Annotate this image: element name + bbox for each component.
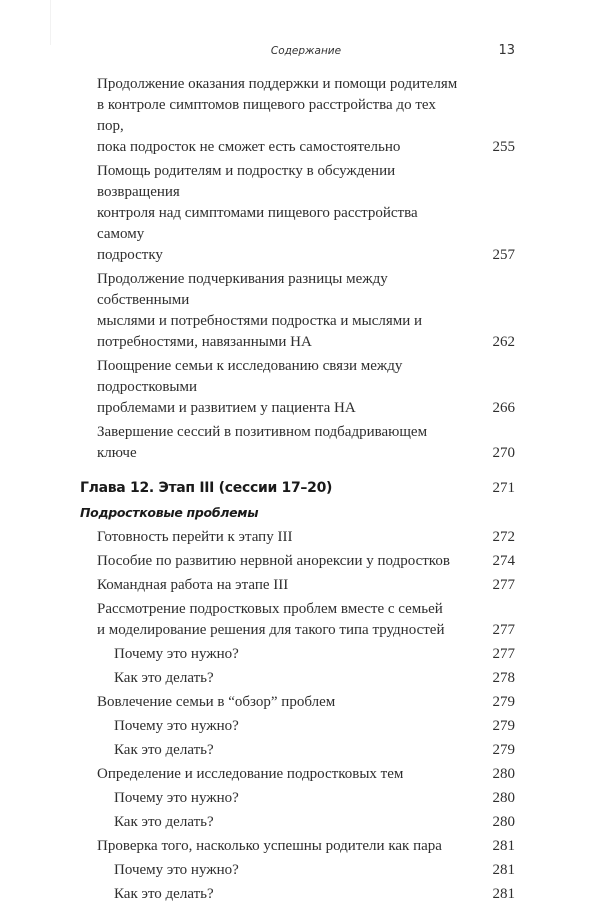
toc-entry-line: Как это делать? xyxy=(114,670,214,686)
toc-entry[interactable] xyxy=(80,599,515,641)
toc-entry[interactable] xyxy=(80,356,515,419)
toc-entry[interactable] xyxy=(80,161,515,266)
toc-entry[interactable] xyxy=(80,422,515,464)
toc-entry-line: подростку xyxy=(97,247,163,263)
toc-page-number: 281 xyxy=(492,862,515,878)
toc-entry-line: Поощрение семьи к исследованию связи между подростковыми xyxy=(97,358,403,395)
toc-entry[interactable] xyxy=(80,764,515,785)
toc-entry-line: Как это делать? xyxy=(114,814,214,830)
toc-entry-line: проблемами и развитием у пациента НА xyxy=(97,400,356,416)
toc-entry[interactable] xyxy=(80,74,515,158)
toc-page-number: 274 xyxy=(492,553,515,569)
toc-entry-line: Готовность перейти к этапу III xyxy=(97,529,293,545)
toc-entry-line: и моделирование решения для такого типа трудностей xyxy=(97,622,445,638)
toc-page-number: 277 xyxy=(492,622,515,638)
table-of-contents xyxy=(80,74,515,908)
toc-subentry[interactable] xyxy=(80,668,515,689)
toc-page-number: 279 xyxy=(492,718,515,734)
toc-entry[interactable] xyxy=(80,269,515,353)
toc-entry-line: Определение и исследование подростковых тем xyxy=(97,766,404,782)
chapter-page-number: 271 xyxy=(492,480,515,496)
toc-entry[interactable] xyxy=(80,836,515,857)
toc-entry-line: Вовлечение семьи в “обзор” проблем xyxy=(97,694,336,710)
toc-entry-line: Командная работа на этапе III xyxy=(97,577,289,593)
toc-entry[interactable] xyxy=(80,527,515,548)
toc-entry-line: мыслями и потребностями подростка и мыслями и xyxy=(97,313,423,329)
chapter-heading[interactable] xyxy=(80,478,515,499)
toc-subentry[interactable] xyxy=(80,740,515,761)
toc-page-number: 277 xyxy=(492,646,515,662)
toc-subentry[interactable] xyxy=(80,716,515,737)
toc-entry[interactable] xyxy=(80,575,515,596)
toc-subentry[interactable] xyxy=(80,812,515,833)
toc-entry-line: Почему это нужно? xyxy=(114,718,239,734)
page-edge-divider xyxy=(50,0,51,45)
toc-entry-line: контроля над симптомами пищевого расстройства самому xyxy=(97,205,418,242)
toc-entry[interactable] xyxy=(80,692,515,713)
toc-entry-line: потребностями, навязанными НА xyxy=(97,334,312,350)
toc-entry-line: Как это делать? xyxy=(114,886,214,902)
toc-entry-line: Помощь родителям и подростку в обсуждении возвращения xyxy=(97,163,396,200)
toc-entry-line: Почему это нужно? xyxy=(114,862,239,878)
toc-page-number: 255 xyxy=(492,139,515,155)
section-heading: Подростковые проблемы xyxy=(80,505,259,520)
toc-page-number: 278 xyxy=(492,670,515,686)
toc-entry-line: Завершение сессий в позитивном подбадривающем ключе xyxy=(97,424,428,461)
toc-page-number: 279 xyxy=(492,742,515,758)
toc-page-number: 281 xyxy=(492,838,515,854)
running-header xyxy=(97,42,515,62)
toc-subentry[interactable] xyxy=(80,788,515,809)
toc-entry-line: пока подросток не сможет есть самостоятельно xyxy=(97,139,401,155)
toc-page-number: 262 xyxy=(492,334,515,350)
toc-entry-line: Пособие по развитию нервной анорексии у подростков xyxy=(97,553,450,569)
chapter-title: Глава 12. Этап III (сессии 17–20) xyxy=(80,480,333,496)
toc-entry[interactable] xyxy=(80,551,515,572)
toc-entry-line: в контроле симптомов пищевого расстройства до тех пор, xyxy=(97,97,436,134)
toc-page-number: 281 xyxy=(492,886,515,902)
toc-page-number: 277 xyxy=(492,577,515,593)
toc-entry-line: Рассмотрение подростковых проблем вместе с семьей xyxy=(97,601,443,617)
toc-subentry[interactable] xyxy=(80,644,515,665)
toc-entry-line: Продолжение подчеркивания разницы между собственными xyxy=(97,271,388,308)
toc-page-number: 280 xyxy=(492,814,515,830)
toc-page-number: 270 xyxy=(492,445,515,461)
running-title: Содержание xyxy=(270,45,342,57)
toc-subentry[interactable] xyxy=(80,860,515,881)
toc-subentry[interactable] xyxy=(80,884,515,905)
toc-page-number: 272 xyxy=(492,529,515,545)
toc-page-number: 266 xyxy=(492,400,515,416)
toc-page-number: 279 xyxy=(492,694,515,710)
toc-entry-line: Продолжение оказания поддержки и помощи родителям xyxy=(97,76,458,92)
toc-page-number: 280 xyxy=(492,790,515,806)
toc-page-number: 280 xyxy=(492,766,515,782)
toc-entry-line: Как это делать? xyxy=(114,742,214,758)
toc-entry-line: Почему это нужно? xyxy=(114,790,239,806)
page-number: 13 xyxy=(498,43,515,58)
toc-entry-line: Проверка того, насколько успешны родители как пара xyxy=(97,838,442,854)
toc-page-number: 257 xyxy=(492,247,515,263)
toc-entry-line: Почему это нужно? xyxy=(114,646,239,662)
